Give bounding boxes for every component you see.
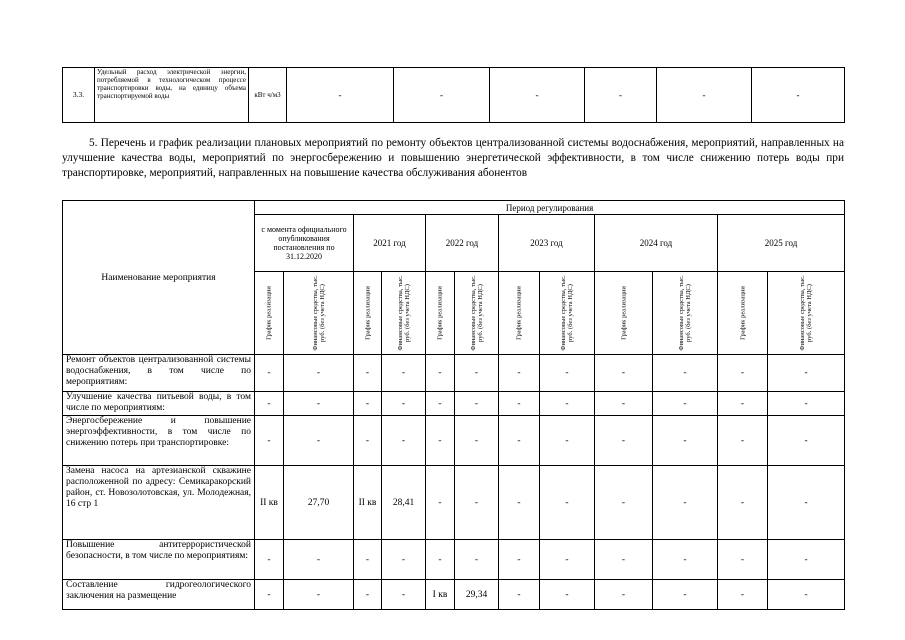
finance-cell: - — [284, 416, 354, 466]
period-2025: 2025 год — [718, 215, 845, 272]
finance-cell: - — [382, 580, 426, 610]
schedule-cell: - — [595, 355, 653, 392]
measure-name: Повышение антитеррористической безопасности, в том числе по мероприятиям: — [63, 540, 255, 580]
schedule-cell: - — [354, 416, 382, 466]
indicator-value: - — [585, 68, 657, 123]
schedule-cell: - — [595, 416, 653, 466]
indicator-row — [63, 68, 845, 123]
measures-body — [63, 355, 845, 610]
finance-cell: - — [284, 580, 354, 610]
finance-cell: - — [768, 355, 845, 392]
indicator-description: Удельный расход электрической энергии, потребляемой в технологическом процессе транспортировки воды, на единицу объема транспортируемой воды — [95, 68, 249, 123]
schedule-cell: - — [718, 466, 768, 540]
sub-header-schedule: График реализации — [718, 272, 768, 355]
measure-row — [63, 540, 845, 580]
indicator-number: 3.3. — [63, 68, 95, 123]
finance-cell: - — [455, 540, 499, 580]
finance-cell: 27,70 — [284, 466, 354, 540]
schedule-cell: - — [354, 540, 382, 580]
finance-cell: - — [768, 392, 845, 416]
finance-cell: - — [382, 392, 426, 416]
schedule-cell: - — [595, 466, 653, 540]
schedule-cell: II кв — [354, 466, 382, 540]
indicator-value: - — [657, 68, 752, 123]
schedule-cell: - — [426, 540, 455, 580]
sub-header-finance: Финансовые средства, тыс. руб. (без учета НДС) — [284, 272, 354, 355]
finance-cell: - — [653, 466, 718, 540]
finance-cell: - — [455, 466, 499, 540]
schedule-cell: - — [718, 416, 768, 466]
finance-cell: - — [653, 392, 718, 416]
measure-row — [63, 355, 845, 392]
sub-header-schedule: График реализации — [354, 272, 382, 355]
sub-header-finance: Финансовые средства, тыс. руб. (без учета НДС) — [382, 272, 426, 355]
period-initial: с момента официального опубликования постановления по 31.12.2020 — [255, 215, 354, 272]
measure-name: Ремонт объектов централизованной системы водоснабжения, в том числе по мероприятиям: — [63, 355, 255, 392]
finance-cell: - — [768, 580, 845, 610]
measure-name: Замена насоса на артезианской скважине расположенной по адресу: Семикаракорский район, ст. Новозолотовская, ул. Молодежная, 16 стр 1 — [63, 466, 255, 540]
sub-header-finance: Финансовые средства, тыс. руб. (без учета НДС) — [768, 272, 845, 355]
measure-name: Улучшение качества питьевой воды, в том числе по мероприятиям: — [63, 392, 255, 416]
schedule-cell: - — [426, 466, 455, 540]
schedule-cell: - — [595, 392, 653, 416]
finance-cell: - — [284, 392, 354, 416]
name-column-header: Наименование мероприятия — [63, 201, 255, 355]
sub-header-schedule: График реализации — [595, 272, 653, 355]
finance-cell: - — [455, 392, 499, 416]
schedule-cell: - — [354, 580, 382, 610]
finance-cell: - — [768, 416, 845, 466]
measure-name: Энергосбережение и повышение энергоэффективности, в том числе по снижению потерь при транспортировке: — [63, 416, 255, 466]
schedule-cell: - — [255, 392, 284, 416]
schedule-cell: - — [499, 540, 540, 580]
schedule-cell: - — [499, 355, 540, 392]
schedule-cell: - — [595, 580, 653, 610]
sub-header-schedule: График реализации — [426, 272, 455, 355]
schedule-cell: - — [426, 355, 455, 392]
measure-name: Составление гидрогеологического заключения на размещение — [63, 580, 255, 610]
schedule-cell: - — [718, 392, 768, 416]
finance-cell: - — [540, 392, 595, 416]
schedule-cell: - — [255, 540, 284, 580]
indicator-value: - — [287, 68, 394, 123]
finance-cell: - — [653, 580, 718, 610]
section-heading: 5. Перечень и график реализации плановых мероприятий по ремонту объектов централизованной системы водоснабжения, мероприятий, направленных на улучшение качества воды, мероприятий по энергосбережению и повышению энергетической эффективности, в том числе снижению потерь воды при транспортировке, мероприятий, направленных на повышение качества обслуживания абонентов — [62, 137, 844, 179]
schedule-cell: - — [595, 540, 653, 580]
finance-cell: - — [768, 540, 845, 580]
finance-cell: - — [455, 416, 499, 466]
sub-header-finance: Финансовые средства, тыс. руб. (без учета НДС) — [540, 272, 595, 355]
header-row-period — [63, 201, 845, 215]
finance-cell: - — [540, 580, 595, 610]
indicator-value: - — [490, 68, 585, 123]
finance-cell: - — [653, 540, 718, 580]
schedule-cell: - — [499, 466, 540, 540]
finance-cell: - — [382, 540, 426, 580]
finance-cell: - — [284, 355, 354, 392]
measures-table — [62, 200, 845, 610]
schedule-cell: - — [718, 540, 768, 580]
schedule-cell: - — [354, 392, 382, 416]
finance-cell: - — [382, 355, 426, 392]
schedule-cell: - — [499, 392, 540, 416]
schedule-cell: - — [426, 416, 455, 466]
period-2021: 2021 год — [354, 215, 426, 272]
finance-cell: 28,41 — [382, 466, 426, 540]
indicator-value: - — [752, 68, 845, 123]
schedule-cell: - — [255, 416, 284, 466]
sub-header-finance: Финансовые средства, тыс. руб. (без учета НДС) — [455, 272, 499, 355]
schedule-cell: - — [354, 355, 382, 392]
indicator-table — [62, 67, 845, 123]
indicator-unit: кВт ч/м3 — [249, 68, 287, 123]
finance-cell: - — [540, 466, 595, 540]
sub-header-schedule: График реализации — [255, 272, 284, 355]
finance-cell: - — [653, 355, 718, 392]
finance-cell: - — [540, 355, 595, 392]
schedule-cell: - — [255, 580, 284, 610]
indicator-value: - — [394, 68, 490, 123]
schedule-cell: - — [499, 416, 540, 466]
finance-cell: - — [540, 416, 595, 466]
finance-cell: - — [455, 355, 499, 392]
finance-cell: - — [382, 416, 426, 466]
measure-row — [63, 466, 845, 540]
finance-cell: 29,34 — [455, 580, 499, 610]
measure-row — [63, 416, 845, 466]
period-header: Период регулирования — [255, 201, 845, 215]
measure-row — [63, 580, 845, 610]
schedule-cell: I кв — [426, 580, 455, 610]
finance-cell: - — [284, 540, 354, 580]
period-2022: 2022 год — [426, 215, 499, 272]
period-2024: 2024 год — [595, 215, 718, 272]
finance-cell: - — [540, 540, 595, 580]
measure-row — [63, 392, 845, 416]
schedule-cell: - — [499, 580, 540, 610]
sub-header-schedule: График реализации — [499, 272, 540, 355]
schedule-cell: - — [718, 355, 768, 392]
schedule-cell: - — [426, 392, 455, 416]
finance-cell: - — [768, 466, 845, 540]
schedule-cell: II кв — [255, 466, 284, 540]
finance-cell: - — [653, 416, 718, 466]
sub-header-finance: Финансовые средства, тыс. руб. (без учета НДС) — [653, 272, 718, 355]
period-2023: 2023 год — [499, 215, 595, 272]
schedule-cell: - — [718, 580, 768, 610]
schedule-cell: - — [255, 355, 284, 392]
